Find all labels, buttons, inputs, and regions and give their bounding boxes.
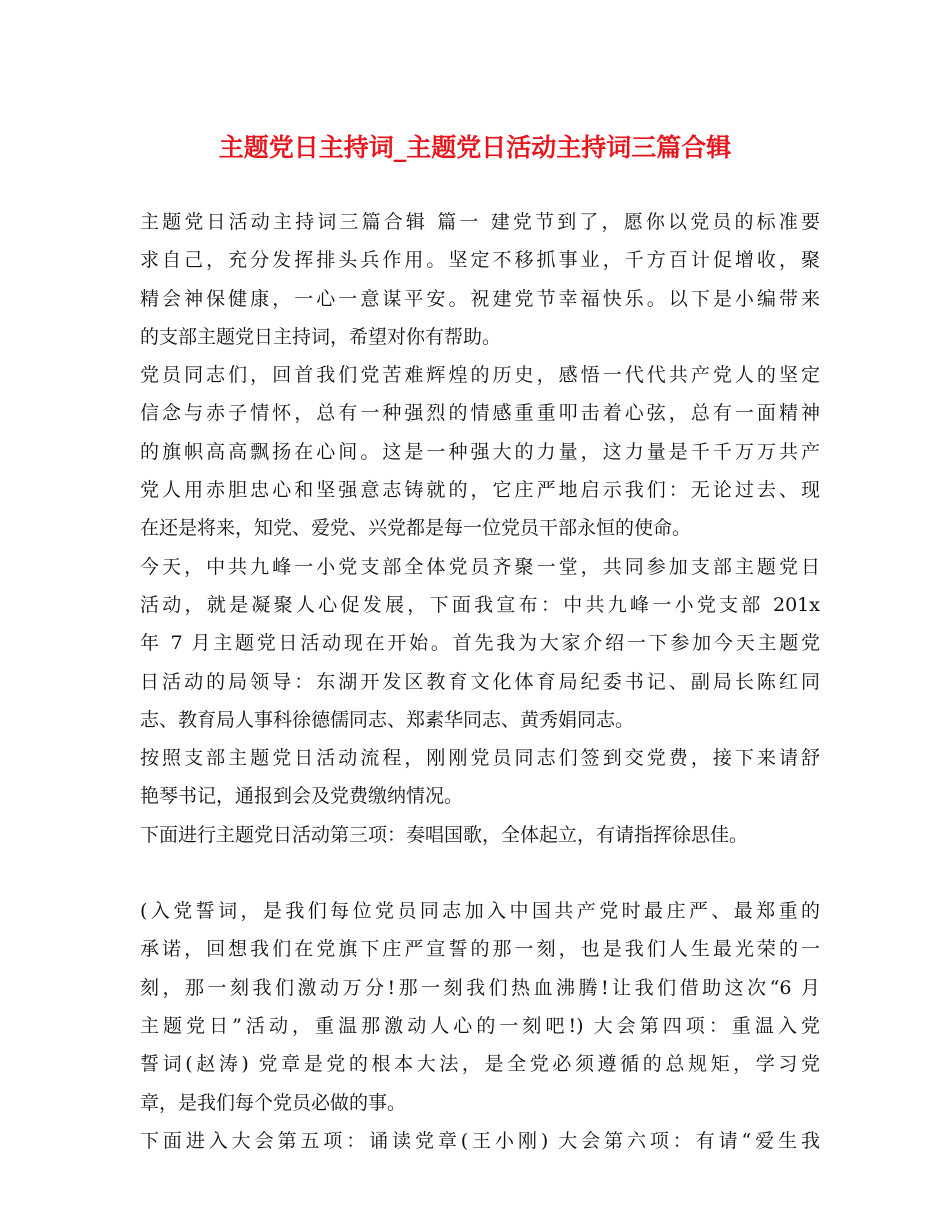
paragraph-line: 日活动的局领导：东湖开发区教育文化体育局纪委书记、副局长陈红同: [140, 670, 820, 693]
paragraph-line: 艳琴书记，通报到会及党费缴纳情况。: [140, 785, 464, 808]
paragraph-line: 活动，就是凝聚人心促发展，下面我宣布：中共九峰一小党支部 201x: [140, 593, 820, 616]
paragraph-line: 下面进行主题党日活动第三项：奏唱国歌，全体起立，有请指挥徐思佳。: [140, 823, 749, 846]
paragraph-line: 党人用赤胆忠心和坚强意志铸就的，它庄严地启示我们：无论过去、现: [140, 479, 820, 502]
paragraph-line: 的旗帜高高飘扬在心间。这是一种强大的力量，这力量是千千万万共产: [140, 440, 820, 463]
paragraph-5: [140, 816, 820, 854]
paragraph-line: 党员同志们，回首我们党苦难辉煌的历史，感悟一代代共产党人的坚定: [140, 364, 820, 387]
paragraph-line: 下面进入大会第五项：诵读党章(王小刚) 大会第六项：有请“爱生我: [140, 1129, 820, 1152]
paragraph-line: (入党誓词，是我们每位党员同志加入中国共产党时最庄严、最郑重的: [140, 900, 820, 923]
paragraph-line: 章，是我们每个党员必做的事。: [140, 1091, 407, 1114]
paragraph-line: 的支部主题党日主持词，希望对你有帮助。: [140, 325, 502, 348]
paragraph-line: 承诺，回想我们在党旗下庄严宣誓的那一刻，也是我们人生最光荣的一: [140, 938, 820, 961]
document-title: 主题党日主持词_主题党日活动主持词三篇合辑: [218, 133, 732, 162]
paragraph-7: [140, 1122, 820, 1160]
paragraph-gap: [140, 854, 820, 892]
paragraph-4: [140, 739, 820, 816]
paragraph-2: [140, 356, 820, 547]
paragraph-line: 今天，中共九峰一小党支部全体党员齐聚一堂，共同参加支部主题党日: [140, 555, 820, 578]
paragraph-line: 精会神保健康，一心一意谋平安。祝建党节幸福快乐。以下是小编带来: [140, 287, 820, 310]
paragraph-1: [140, 203, 820, 356]
paragraph-line: 按照支部主题党日活动流程，刚刚党员同志们签到交党费，接下来请舒: [140, 747, 820, 770]
paragraph-line: 誓词(赵涛) 党章是党的根本大法，是全党必须遵循的总规矩，学习党: [140, 1053, 820, 1076]
paragraph-line: 年 7 月主题党日活动现在开始。首先我为大家介绍一下参加今天主题党: [140, 632, 820, 655]
document-body: [140, 203, 820, 1160]
paragraph-line: 刻，那一刻我们激动万分!那一刻我们热血沸腾!让我们借助这次“6 月: [140, 976, 820, 999]
paragraph-line: 主题党日”活动，重温那激动人心的一刻吧!) 大会第四项：重温入党: [140, 1014, 820, 1037]
paragraph-line: 信念与赤子情怀，总有一种强烈的情感重重叩击着心弦，总有一面精神: [140, 402, 820, 425]
paragraph-line: 在还是将来，知党、爱党、兴党都是每一位党员干部永恒的使命。: [140, 517, 692, 540]
paragraph-line: 志、教育局人事科徐德儒同志、郑素华同志、黄秀娟同志。: [140, 708, 635, 731]
paragraph-6: [140, 892, 820, 1122]
paragraph-line: 主题党日活动主持词三篇合辑 篇一 建党节到了，愿你以党员的标准要: [140, 211, 820, 233]
paragraph-3: [140, 548, 820, 739]
paragraph-line: 求自己，充分发挥排头兵作用。坚定不移抓事业，千方百计促增收，聚: [140, 249, 820, 272]
